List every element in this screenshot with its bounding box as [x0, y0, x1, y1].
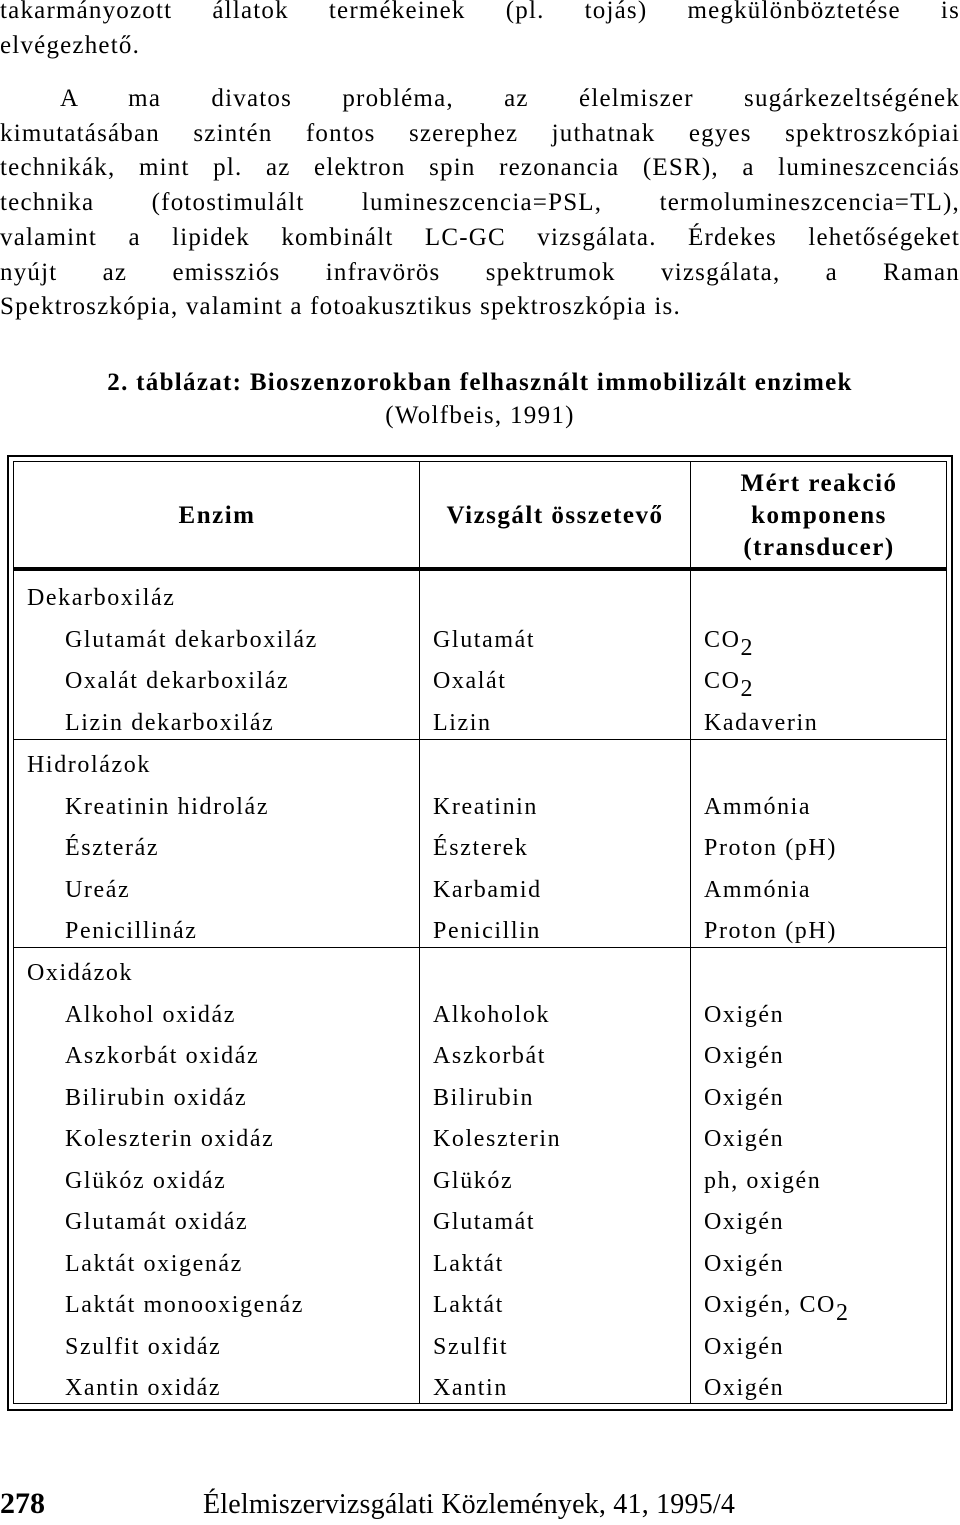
journal-citation: Élelmiszervizsgálati Közlemények, 41, 1995/4 [203, 1489, 736, 1520]
page-number: 278 [0, 1487, 45, 1520]
measured-cell [704, 916, 837, 946]
analyte-cell: Alkoholok [433, 1001, 551, 1028]
measured-text: CO [704, 626, 741, 653]
enzyme-cell: Ureáz [65, 876, 131, 903]
paragraph-line: Spektroszkópia, valamint a fotoakusztikus spektroszkópia is. [0, 293, 681, 321]
measured-text: Oxigén [704, 1375, 785, 1401]
enzyme-cell: Lizin dekarboxiláz [65, 709, 275, 736]
measured-cell [704, 708, 818, 738]
measured-cell [704, 1124, 784, 1154]
header-separator [13, 567, 947, 571]
measured-cell [704, 1041, 784, 1071]
header-measured-line: Mért reakció [740, 470, 898, 497]
analyte-cell: Kreatinin [433, 793, 539, 820]
analyte-cell: Xantin [433, 1375, 508, 1401]
measured-text: Oxigén [704, 1209, 785, 1235]
measured-cell [704, 833, 837, 863]
paragraph-line: A ma divatos probléma, az élelmiszer sugárkezeltségének [60, 85, 960, 112]
table-inner-left [13, 461, 14, 1404]
enzyme-cell: Xantin oxidáz [65, 1375, 222, 1401]
analyte-cell: Oxalát [433, 668, 507, 694]
enzyme-cell: Koleszterin oxidáz [65, 1126, 275, 1152]
analyte-cell: Glükóz [433, 1167, 514, 1194]
analyte-cell: Észterek [433, 835, 529, 861]
measured-text: ph, oxigén [704, 1167, 822, 1194]
measured-subscript: 2 [740, 676, 755, 702]
measured-subscript: 2 [836, 1300, 850, 1326]
header-measured-line: (transducer) [743, 534, 895, 561]
analyte-cell: Laktát [433, 1292, 504, 1318]
table-inner-right [946, 461, 947, 1404]
header-analyte: Vizsgált összetevő [446, 502, 664, 529]
group-label: Oxidázok [27, 960, 134, 986]
analyte-cell: Szulfit [433, 1333, 509, 1360]
measured-subscript: 2 [740, 634, 755, 661]
measured-cell [704, 1373, 784, 1403]
analyte-cell: Glutamát [433, 1209, 536, 1235]
measured-text: Oxigén [704, 1084, 785, 1111]
enzyme-cell: Glutamát oxidáz [65, 1209, 249, 1235]
measured-text: Oxigén, CO [704, 1292, 836, 1318]
paragraph-line: nyújt az emissziós infravörös spektrumok vizsgálata, a Raman [0, 258, 960, 286]
measured-text: CO [704, 668, 741, 694]
measured-text: Oxigén [704, 1250, 785, 1277]
measured-cell [704, 792, 811, 822]
analyte-cell: Lizin [433, 709, 492, 736]
enzyme-cell: Glükóz oxidáz [65, 1167, 227, 1194]
measured-cell [704, 1290, 850, 1326]
measured-cell [704, 875, 811, 905]
measured-cell [704, 1000, 784, 1030]
enzyme-cell: Észteráz [65, 835, 160, 861]
paragraph-line: technikák, mint pl. az elektron spin rezonancia (ESR), a lumineszcenciás [0, 154, 960, 182]
enzyme-cell: Aszkorbát oxidáz [65, 1043, 260, 1069]
enzyme-cell: Glutamát dekarboxiláz [65, 626, 318, 653]
header-measured [691, 468, 947, 564]
measured-text: Proton (pH) [704, 918, 837, 944]
group-separator [13, 739, 947, 740]
header-measured-line: komponens [751, 502, 887, 529]
enzyme-cell: Laktát oxigenáz [65, 1250, 243, 1277]
measured-cell [704, 1249, 784, 1279]
measured-cell [704, 1083, 784, 1113]
measured-cell [704, 625, 755, 661]
measured-cell [704, 1207, 784, 1237]
analyte-cell: Karbamid [433, 876, 542, 903]
paragraph-indent [0, 82, 60, 117]
table-inner-bottom [13, 1403, 947, 1404]
measured-cell [704, 1166, 821, 1196]
table-border-left [7, 455, 9, 1411]
analyte-cell: Aszkorbát [433, 1043, 547, 1069]
measured-text: Ammónia [704, 793, 812, 820]
analyte-cell: Koleszterin [433, 1126, 562, 1152]
enzyme-cell: Laktát monooxigenáz [65, 1292, 304, 1318]
column-separator [419, 461, 420, 1404]
paragraph-line: kimutatásában szintén fontos szerephez juthatnak egyes spektroszkópiai [0, 119, 960, 147]
analyte-cell: Bilirubin [433, 1084, 535, 1111]
paragraph-line: valamint a lipidek kombinált LC-GC vizsgálata. Érdekes lehetőségeket [0, 223, 960, 251]
measured-cell [704, 1332, 784, 1362]
enzyme-cell: Oxalát dekarboxiláz [65, 668, 290, 694]
table-border-bottom [7, 1409, 953, 1411]
body-paragraph-1 [0, 0, 960, 63]
measured-text: Ammónia [704, 876, 812, 903]
paragraph-line: technika (fotostimulált lumineszcencia=PSL, termolumineszcencia=TL), [0, 189, 960, 217]
paragraph-line: takarmányozott állatok termékeinek (pl. tojás) megkülönböztetése is [0, 0, 960, 24]
measured-text: Oxigén [704, 1001, 785, 1028]
enzyme-cell: Bilirubin oxidáz [65, 1084, 248, 1111]
enzyme-cell: Alkohol oxidáz [65, 1001, 237, 1028]
enzyme-cell: Kreatinin hidroláz [65, 793, 270, 820]
analyte-cell: Glutamát [433, 626, 536, 653]
header-enzyme: Enzim [178, 502, 256, 529]
measured-text: Kadaverin [704, 709, 819, 736]
table-caption [0, 366, 960, 432]
group-separator [13, 947, 947, 948]
measured-text: Proton (pH) [704, 835, 837, 861]
table-inner-top [13, 461, 947, 462]
measured-cell [704, 666, 755, 702]
paragraph-line: elvégezhető. [0, 31, 141, 59]
column-separator [690, 461, 691, 1404]
group-label: Dekarboxiláz [27, 585, 176, 611]
measured-text: Oxigén [704, 1126, 785, 1152]
analyte-cell: Penicillin [433, 918, 541, 944]
table-title: 2. táblázat: Bioszenzorokban felhasznált immobilizált enzimek [107, 369, 853, 396]
paragraph-first-line-wrap [0, 82, 960, 117]
table-border-top [7, 455, 953, 457]
body-paragraph-2 [0, 82, 960, 325]
measured-text: Oxigén [704, 1333, 785, 1360]
table-border-right [951, 455, 953, 1411]
table-source: (Wolfbeis, 1991) [385, 402, 575, 429]
enzyme-cell: Szulfit oxidáz [65, 1333, 222, 1360]
measured-text: Oxigén [704, 1043, 785, 1069]
page-footer [0, 1487, 960, 1523]
group-label: Hidrolázok [27, 752, 151, 778]
analyte-cell: Laktát [433, 1250, 504, 1277]
enzyme-cell: Penicillináz [65, 918, 198, 944]
